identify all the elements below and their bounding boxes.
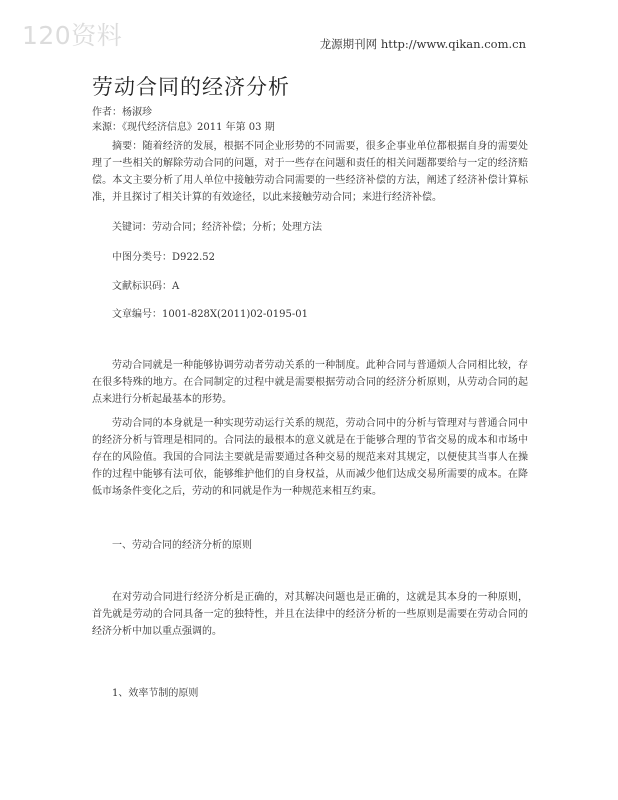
article-title: 劳动合同的经济分析 xyxy=(92,75,290,99)
site-header: 龙源期刊网 http://www.qikan.com.cn xyxy=(319,37,526,51)
body-paragraph-1: 劳动合同就是一种能够协调劳动者劳动关系的一种制度。此种合同与普通烦人合同相比较，存在很多特殊的地方。在合同制定的过程中就是需要根据劳动合同的经济分析原则，从劳动合同的起点来进行分析起最基本的形势。 xyxy=(92,360,528,405)
document-code-line: 文献标识码：A xyxy=(112,281,180,292)
article-number-line: 文章编号：1001-828X(2011)02-0195-01 xyxy=(112,309,308,320)
section-heading-1: 一、劳动合同的经济分析的原则 xyxy=(112,540,252,551)
source-line: 来源：《现代经济信息》2011 年第 03 期 xyxy=(92,122,275,133)
keywords-line: 关键词：劳动合同；经济补偿；分析；处理方法 xyxy=(112,222,322,233)
abstract-paragraph: 摘要：随着经济的发展，根据不同企业形势的不同需要，很多企事业单位都根据自身的需要处理了一些相关的解除劳动合同的问题，对于一些存在问题和责任的相关问题都要给与一定的经济赔偿。本文主要分析了用人单位中接触劳动合同需要的一些经济补偿的方法，阐述了经济补偿计算标准，并且探讨了相关计算的有效途径，以此来接触劳动合同；来进行经济补偿。 xyxy=(92,141,528,203)
watermark: 120资料 xyxy=(22,21,123,50)
classification-line: 中图分类号：D922.52 xyxy=(112,252,216,263)
author-line: 作者：杨淑珍 xyxy=(92,107,152,118)
body-paragraph-2: 劳动合同的本身就是一种实现劳动运行关系的规范，劳动合同中的分析与管理对与普通合同中的经济分析与管理是相同的。合同法的最根本的意义就是在于能够合理的节省交易的成本和市场中存在的风险值。我国的合同法主要就是需要通过各种交易的规范来对其规定，以便使其当事人在操作的过程中能够有法可依，能够维护他们的自身权益，从而减少他们达成交易所需要的成本。在降低市场条件变化之后，劳动的和同就是作为一种规范来相互约束。 xyxy=(92,418,528,497)
subsection-heading-1: 1、效率节制的原则 xyxy=(112,688,199,699)
body-paragraph-3: 在对劳动合同进行经济分析是正确的，对其解决问题也是正确的，这就是其本身的一种原则，首先就是劳动的合同具备一定的独特性，并且在法律中的经济分析的一些原则是需要在劳动合同的经济分析中加以重点强调的。 xyxy=(92,592,528,637)
